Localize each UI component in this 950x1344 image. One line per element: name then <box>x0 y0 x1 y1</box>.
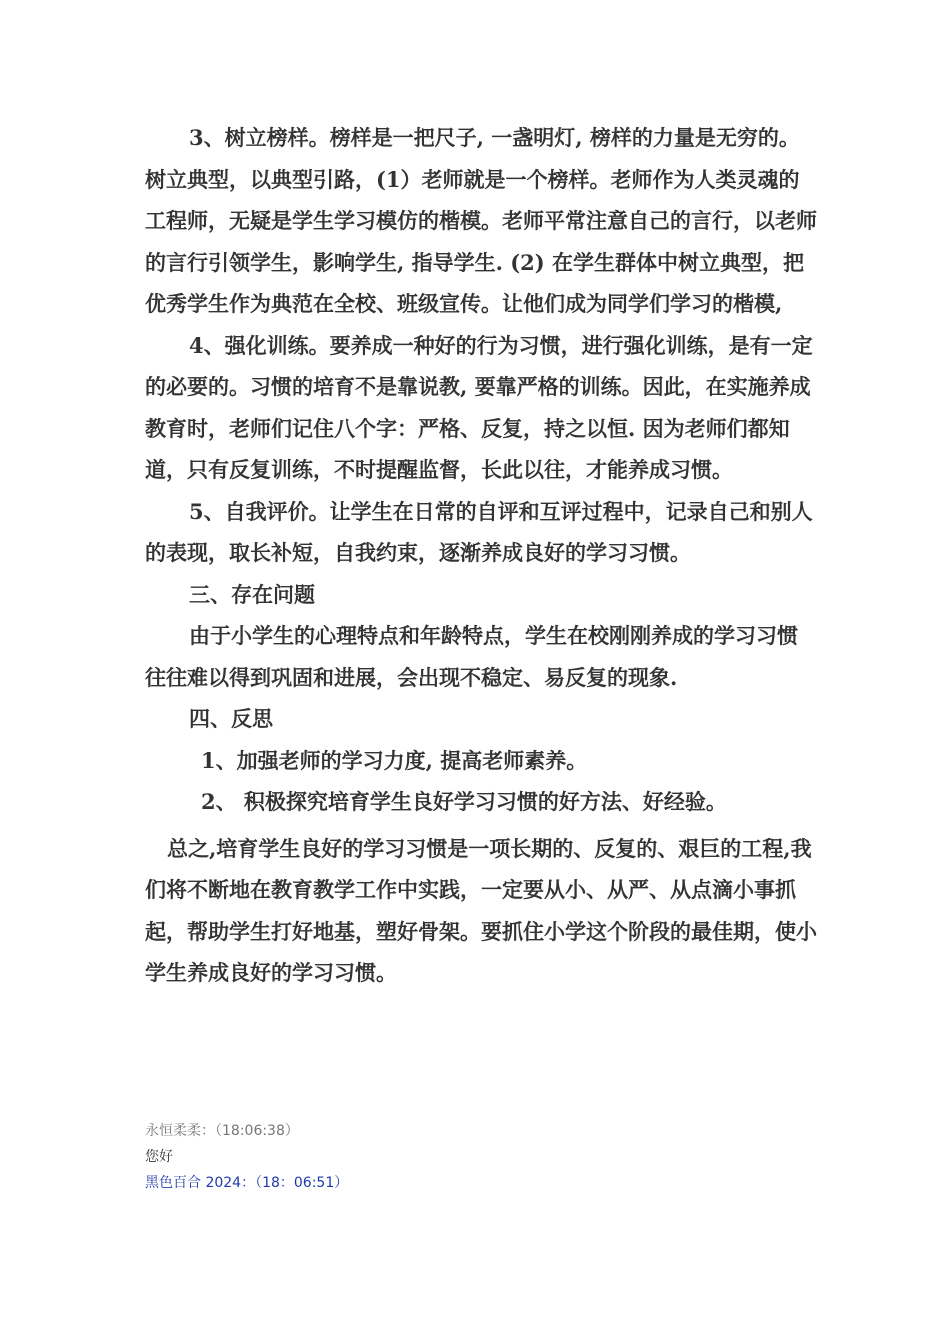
paragraph-problems: 由于小学生的心理特点和年龄特点，学生在校刚刚养成的学习习惯往往难以得到巩固和进展，会出现不稳定、易反复的现象. <box>145 623 798 690</box>
document-body <box>145 117 817 994</box>
chat-log <box>145 1118 348 1196</box>
paragraph-training: 4、强化训练。要养成一种好的行为习惯，进行强化训练，是有一定的必要的。习惯的培育不是靠说教, 要靠严格的训练。因此，在实施养成教育时，老师们记住八个字：严格、反复，持之以恒. 因为老师们都知道，只有反复训练，不时提醒监督，长此以往，才能养成习惯。 <box>145 332 813 482</box>
paragraph-self-evaluation: 5、自我评价。让学生在日常的自评和互评过程中，记录自己和别人的表现，取长补短，自我约束，逐渐养成良好的学习习惯。 <box>145 498 813 565</box>
list-item-reflection-2: 2、 积极探究培育学生良好学习习惯的好方法、好经验。 <box>201 789 727 814</box>
paragraph-role-models: 3、树立榜样。榜样是一把尺子, 一盏明灯, 榜样的力量是无穷的。树立典型，以典型引路，(1）老师就是一个榜样。老师作为人类灵魂的工程师，无疑是学生学习模仿的楷模。老师平常注意自己的言行，以老师的言行引领学生，影响学生, 指导学生. (2) 在学生群体中树立典型，把优秀学生作为典范在全校、班级宣传。让他们成为同学们学习的楷模, <box>145 125 817 316</box>
heading-reflection: 四、反思 <box>189 706 273 731</box>
heading-problems: 三、存在问题 <box>189 581 315 607</box>
paragraph-conclusion: 总之,培育学生良好的学习习惯是一项长期的、反复的、艰巨的工程,我们将不断地在教育教学工作中实践，一定要从小、从严、从点滴小事抓起，帮助学生打好地基，塑好骨架。要抓住小学这个阶段的最佳期，使小学生养成良好的学习习惯。 <box>145 835 817 985</box>
chat-message-header: 黑色百合 2024：（18：06:51） <box>145 1175 349 1191</box>
list-item-reflection-1: 1、加强老师的学习力度, 提高老师素养。 <box>201 747 588 773</box>
chat-message-header: 永恒柔柔：（18:06:38） <box>145 1123 299 1139</box>
chat-message-text: 您好 <box>145 1149 173 1165</box>
